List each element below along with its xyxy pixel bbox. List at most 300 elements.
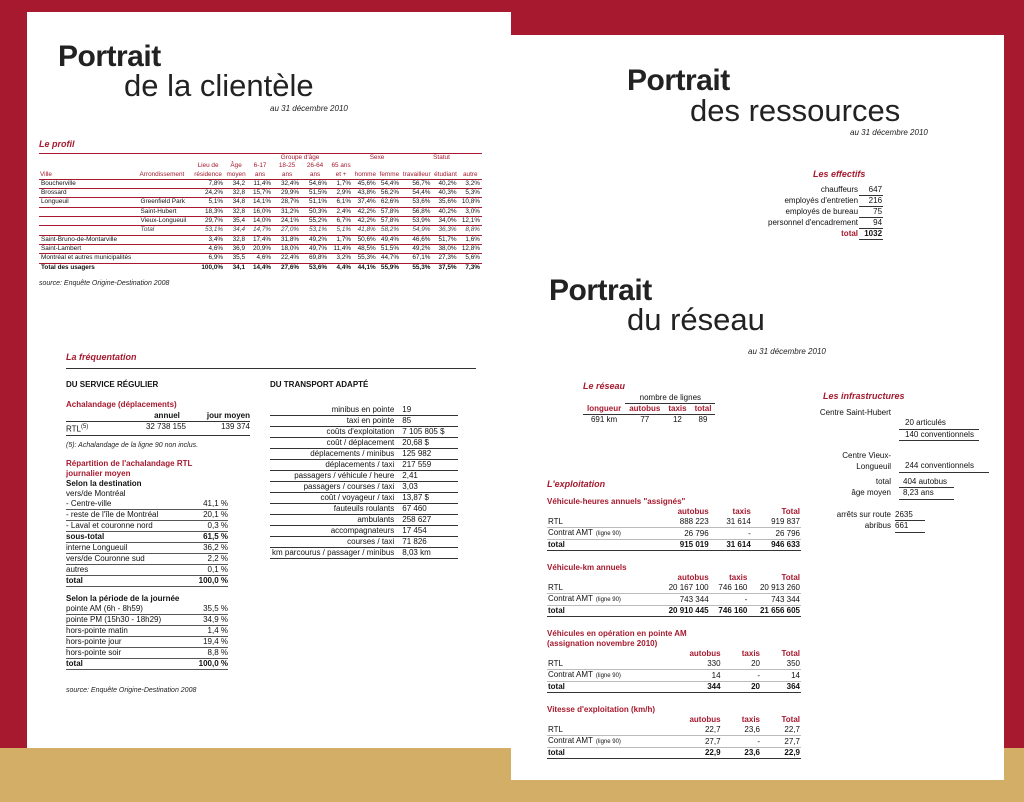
col-trav: travailleur bbox=[402, 170, 431, 178]
table-row bbox=[270, 537, 458, 548]
row-label bbox=[547, 670, 657, 682]
table-cell: 40,3% bbox=[432, 189, 458, 198]
list-label: - Centre-ville bbox=[66, 498, 112, 508]
table-row bbox=[270, 515, 458, 526]
table-cell: 3,2% bbox=[459, 179, 482, 188]
table-cell: 32,8 bbox=[225, 189, 247, 198]
table-cell: 4,6% bbox=[247, 254, 273, 263]
table-cell: 50,3% bbox=[301, 207, 329, 216]
col-statut: Statut bbox=[401, 154, 482, 163]
header-total: Total bbox=[781, 649, 800, 658]
table-row bbox=[547, 736, 801, 748]
table-cell bbox=[139, 235, 192, 244]
table-cell: 5,1% bbox=[191, 198, 225, 207]
row-label bbox=[547, 594, 657, 606]
dest-title: Selon la destination bbox=[66, 478, 142, 488]
table-cell: 54,4% bbox=[378, 179, 401, 188]
per-title: Selon la période de la journée bbox=[66, 593, 180, 603]
sh-v1: 20 articulés bbox=[899, 418, 979, 430]
header-autobus: autobus bbox=[677, 573, 709, 582]
ta-label: passagers / courses / taxi bbox=[270, 482, 396, 493]
table-cell: 1,7% bbox=[329, 235, 353, 244]
table-cell bbox=[139, 263, 192, 272]
list-item bbox=[66, 499, 228, 510]
ta-value: 7 105 805 $ bbox=[396, 427, 458, 438]
row-value: 946 633 bbox=[752, 540, 801, 551]
abr-label: abribus bbox=[864, 521, 891, 530]
row-label-text: Contrat AMT bbox=[548, 528, 593, 537]
section-profil: Le profil bbox=[39, 139, 75, 149]
row-value: 31 614 bbox=[710, 517, 752, 528]
list-item bbox=[66, 604, 228, 615]
table-row bbox=[547, 682, 801, 693]
table-cell: 69,8% bbox=[301, 254, 329, 263]
table-cell: 27,3% bbox=[432, 254, 458, 263]
row-value: 26 796 bbox=[657, 528, 710, 540]
row-value: 22,7 bbox=[657, 725, 722, 736]
table-cell: 14,1% bbox=[247, 198, 273, 207]
ta-label: coûts d'exploitation bbox=[270, 427, 396, 438]
table-row bbox=[270, 449, 458, 460]
source-freq: source: Enquête Origine-Destination 2008 bbox=[66, 686, 197, 694]
row-value: 330 bbox=[657, 659, 722, 670]
table-row bbox=[270, 405, 458, 416]
table-row bbox=[270, 482, 458, 493]
table-row bbox=[270, 504, 458, 515]
infrastructures bbox=[816, 407, 1006, 533]
row-value: 27,7 bbox=[761, 736, 801, 748]
table-cell: 48,5% bbox=[353, 244, 378, 253]
table-cell: 14,7% bbox=[247, 226, 273, 235]
page-clientele bbox=[27, 12, 511, 748]
ressources-subtitle: des ressources bbox=[690, 93, 901, 128]
list-item bbox=[66, 554, 228, 565]
table-cell bbox=[139, 179, 192, 188]
table-cell: Saint-Bruno-de-Montarville bbox=[39, 235, 139, 244]
arr-v: 2635 bbox=[895, 510, 925, 522]
table-cell: 5,6% bbox=[459, 254, 482, 263]
list-value: 100,0 % bbox=[198, 658, 228, 668]
row-note: (ligne 90) bbox=[595, 597, 621, 603]
exploitation-table bbox=[547, 507, 801, 551]
v-taxis: 12 bbox=[672, 415, 682, 424]
table-cell: 49,2% bbox=[401, 244, 432, 253]
effectifs-table bbox=[767, 185, 883, 240]
row-label bbox=[547, 682, 657, 693]
table-cell: 5,3% bbox=[459, 189, 482, 198]
table-cell: 36,3% bbox=[432, 226, 458, 235]
table-cell: 29,7% bbox=[191, 217, 225, 226]
exploitation-title: Vitesse d'exploitation (km/h) bbox=[547, 705, 655, 714]
table-row bbox=[767, 207, 883, 218]
table-cell: Longueuil bbox=[39, 198, 139, 207]
table-cell: 53,9% bbox=[401, 217, 432, 226]
table-cell: 5,1% bbox=[329, 226, 353, 235]
exploitation-title: Véhicule-heures annuels "assignés" bbox=[547, 497, 686, 506]
row-value: - bbox=[710, 594, 749, 606]
col-sexe: Sexe bbox=[353, 154, 401, 163]
table-cell: 2,4% bbox=[329, 207, 353, 216]
list-label: hors-pointe soir bbox=[66, 647, 122, 657]
ta-label: accompagnateurs bbox=[270, 526, 396, 537]
ta-label: fauteuils roulants bbox=[270, 504, 396, 515]
list-item bbox=[66, 626, 228, 637]
col-g3: 26-64 ans bbox=[306, 162, 324, 178]
table-cell: 34,4 bbox=[225, 226, 247, 235]
row-label-text: total bbox=[548, 540, 565, 549]
table-row bbox=[270, 526, 458, 537]
ta-value: 2,41 bbox=[396, 471, 458, 482]
list-item bbox=[66, 521, 228, 532]
ta-value: 13,87 $ bbox=[396, 493, 458, 504]
table-cell: Greenfield Park bbox=[139, 198, 192, 207]
list-label: total bbox=[66, 658, 83, 668]
table-cell: 29,9% bbox=[273, 189, 301, 198]
exploitation-table bbox=[547, 715, 801, 759]
row-value: 915 019 bbox=[657, 540, 710, 551]
table-row bbox=[270, 438, 458, 449]
row-value: 23,6 bbox=[722, 725, 761, 736]
table-cell: 12,1% bbox=[459, 217, 482, 226]
ta-value: 217 559 bbox=[396, 460, 458, 471]
row-label-text: total bbox=[548, 682, 565, 691]
table-cell bbox=[139, 244, 192, 253]
header-taxis: taxis bbox=[741, 715, 760, 724]
table-header bbox=[547, 573, 801, 583]
list-value: 2,2 % bbox=[207, 553, 228, 563]
row-value: 31 614 bbox=[710, 540, 752, 551]
effectif-label: employés de bureau bbox=[785, 207, 859, 216]
table-cell: 37,5% bbox=[432, 263, 458, 272]
table-cell: 24,2% bbox=[191, 189, 225, 198]
ta-value: 85 bbox=[396, 416, 458, 427]
table-row bbox=[270, 548, 458, 559]
table-row bbox=[39, 189, 482, 198]
list-item bbox=[66, 543, 228, 554]
blank bbox=[547, 507, 657, 517]
list-value: 100,0 % bbox=[198, 575, 228, 585]
row-value: 743 344 bbox=[657, 594, 710, 606]
table-cell: Total bbox=[139, 226, 192, 235]
row-note: (ligne 90) bbox=[595, 739, 621, 745]
col-g4: 65 ans et + bbox=[331, 162, 351, 178]
row-label-text: total bbox=[548, 606, 565, 615]
ta-table bbox=[270, 405, 458, 559]
table-cell: 100,0% bbox=[191, 263, 225, 272]
vl-v1: 244 conventionnels bbox=[899, 461, 989, 473]
table-row bbox=[547, 583, 801, 594]
list-label: hors-pointe matin bbox=[66, 625, 128, 635]
row-value: 21 656 605 bbox=[748, 606, 801, 617]
col-groupe: Groupe d'âge bbox=[247, 154, 353, 163]
table-cell: 43,8% bbox=[353, 189, 378, 198]
table-row bbox=[39, 179, 482, 188]
list-label: sous-total bbox=[66, 531, 105, 541]
table-cell: 55,9% bbox=[378, 263, 401, 272]
table-cell: 11,4% bbox=[247, 179, 273, 188]
ta-label: coût / voyageur / taxi bbox=[270, 493, 396, 504]
ta-label: passagers / véhicule / heure bbox=[270, 471, 396, 482]
row-value: - bbox=[722, 670, 761, 682]
table-cell: 37,4% bbox=[353, 198, 378, 207]
header-total: Total bbox=[781, 573, 800, 582]
arr-label: arrêts sur route bbox=[836, 509, 891, 519]
row-label-text: Contrat AMT bbox=[548, 594, 593, 603]
header-autobus: autobus bbox=[689, 715, 721, 724]
ach-label: RTL bbox=[66, 424, 81, 434]
reseau-date: au 31 décembre 2010 bbox=[748, 347, 826, 356]
list-label: autres bbox=[66, 564, 89, 574]
table-cell: 24,1% bbox=[273, 217, 301, 226]
table-cell: 11,4% bbox=[329, 244, 353, 253]
row-label-text: RTL bbox=[548, 725, 563, 734]
table-cell: Montréal et autres municipalités bbox=[39, 254, 139, 263]
table-cell: 57,8% bbox=[378, 217, 401, 226]
section-effectifs: Les effectifs bbox=[813, 169, 866, 179]
title-portrait: Portrait bbox=[58, 40, 161, 73]
table-cell: Boucherville bbox=[39, 179, 139, 188]
ressources-date: au 31 décembre 2010 bbox=[850, 128, 928, 137]
table-cell: 28,7% bbox=[273, 198, 301, 207]
ach-note: (5): Achalandage de la ligne 90 non inclus. bbox=[66, 441, 199, 449]
table-cell: 34,2 bbox=[225, 179, 247, 188]
list-value: 1,4 % bbox=[207, 625, 228, 635]
table-cell: 8,8% bbox=[459, 226, 482, 235]
table-cell: 67,1% bbox=[401, 254, 432, 263]
table-cell: 50,6% bbox=[353, 235, 378, 244]
table-row bbox=[39, 226, 482, 235]
list-item bbox=[66, 615, 228, 626]
list-label: vers/de Couronne sud bbox=[66, 553, 145, 563]
table-row bbox=[39, 217, 482, 226]
list-label: total bbox=[66, 575, 83, 585]
list-value: 0,1 % bbox=[207, 564, 228, 574]
list-item bbox=[66, 565, 228, 576]
list-value: 20,1 % bbox=[203, 509, 228, 519]
list-label: hors-pointe jour bbox=[66, 636, 122, 646]
row-value: 20 910 445 bbox=[657, 606, 710, 617]
table-row bbox=[547, 725, 801, 736]
source-profil: source: Enquête Origine-Destination 2008 bbox=[39, 280, 170, 287]
row-value: 22,7 bbox=[761, 725, 801, 736]
table-row bbox=[39, 235, 482, 244]
table-cell: 40,2% bbox=[432, 179, 458, 188]
table-cell: 16,0% bbox=[247, 207, 273, 216]
table-cell: Total des usagers bbox=[39, 263, 139, 272]
ta-label: déplacements / minibus bbox=[270, 449, 396, 460]
list-value: 19,4 % bbox=[203, 636, 228, 646]
reseau-subtitle: du réseau bbox=[627, 302, 765, 337]
table-cell: 18,3% bbox=[191, 207, 225, 216]
section-exploitation: L'exploitation bbox=[547, 479, 606, 489]
table-cell: Brossard bbox=[39, 189, 139, 198]
h-autobus: autobus bbox=[629, 404, 661, 413]
table-cell: 27,0% bbox=[273, 226, 301, 235]
row-label-text: RTL bbox=[548, 517, 563, 526]
row-label bbox=[547, 528, 657, 540]
table-cell: 49,2% bbox=[301, 235, 329, 244]
table-cell: 41,8% bbox=[353, 226, 378, 235]
table-row bbox=[547, 606, 801, 617]
table-cell: 54,4% bbox=[401, 189, 432, 198]
regulier-title: DU SERVICE RÉGULIER bbox=[66, 380, 159, 389]
effectif-label: chauffeurs bbox=[820, 185, 859, 195]
table-cell: 35,6% bbox=[432, 198, 458, 207]
list-value: 0,3 % bbox=[207, 520, 228, 530]
row-label bbox=[547, 659, 657, 670]
header-taxis: taxis bbox=[741, 649, 760, 658]
ach-note-mark: (5) bbox=[80, 424, 89, 430]
table-row bbox=[270, 416, 458, 427]
tot-label: total bbox=[875, 476, 891, 486]
table-cell: 51,5% bbox=[378, 244, 401, 253]
row-value: - bbox=[710, 528, 752, 540]
ressources-title: Portrait bbox=[627, 64, 730, 97]
table-cell bbox=[139, 189, 192, 198]
table-cell: 32,8 bbox=[225, 207, 247, 216]
effectif-label: employés d'entretien bbox=[784, 196, 859, 205]
row-label bbox=[547, 606, 657, 617]
table-cell bbox=[39, 226, 139, 235]
ta-label: taxi en pointe bbox=[270, 416, 396, 427]
row-value: 350 bbox=[761, 659, 801, 670]
list-item bbox=[66, 637, 228, 648]
table-cell: 34,8 bbox=[225, 198, 247, 207]
table-cell: 22,4% bbox=[273, 254, 301, 263]
v-total: 89 bbox=[698, 415, 708, 424]
table-cell: 12,8% bbox=[459, 244, 482, 253]
table-cell: 17,4% bbox=[247, 235, 273, 244]
row-value: 20 bbox=[722, 682, 761, 693]
list-label: - Laval et couronne nord bbox=[66, 520, 153, 530]
row-note: (ligne 90) bbox=[595, 531, 621, 537]
v-autobus: 77 bbox=[640, 415, 650, 424]
table-cell: 34,0% bbox=[432, 217, 458, 226]
list-label: - reste de l'île de Montréal bbox=[66, 509, 159, 519]
table-cell: 4,6% bbox=[191, 244, 225, 253]
section-infrastructures: Les infrastructures bbox=[823, 391, 905, 401]
row-label-text: RTL bbox=[548, 583, 563, 592]
table-cell: 32,8 bbox=[225, 235, 247, 244]
abr-v: 661 bbox=[895, 521, 925, 533]
table-row bbox=[39, 207, 482, 216]
header-total: Total bbox=[781, 507, 800, 516]
row-value: 344 bbox=[657, 682, 722, 693]
row-value: 22,9 bbox=[657, 748, 722, 759]
exploitation-blocks bbox=[547, 497, 807, 759]
table-cell: 49,4% bbox=[378, 235, 401, 244]
table-cell: 54,9% bbox=[401, 226, 432, 235]
section-frequentation: La fréquentation bbox=[66, 352, 137, 362]
ach-jour: 139 374 bbox=[221, 422, 250, 431]
table-cell: 31,8% bbox=[273, 235, 301, 244]
vl-label: Centre Vieux-Longueuil bbox=[842, 451, 891, 471]
table-row bbox=[767, 185, 883, 196]
ta-label: coût / déplacement bbox=[270, 438, 396, 449]
list-value: 34,9 % bbox=[203, 614, 228, 624]
list-item bbox=[66, 510, 228, 521]
h-total: total bbox=[694, 404, 712, 413]
list-item bbox=[66, 659, 228, 670]
table-cell: 6,9% bbox=[191, 254, 225, 263]
col-ville: Ville bbox=[39, 154, 139, 180]
tot-v: 404 autobus bbox=[899, 477, 954, 489]
col-etu: étudiant bbox=[434, 170, 457, 178]
col-g2: 18-25 ans bbox=[278, 162, 296, 178]
table-cell: 15,7% bbox=[247, 189, 273, 198]
table-cell: 53,1% bbox=[191, 226, 225, 235]
list-label: pointe AM (6h - 8h59) bbox=[66, 603, 143, 613]
list-label: interne Longueuil bbox=[66, 542, 128, 552]
effectif-value: 75 bbox=[859, 207, 883, 218]
table-row bbox=[39, 254, 482, 263]
row-value: - bbox=[722, 736, 761, 748]
date: au 31 décembre 2010 bbox=[270, 104, 348, 113]
table-cell: 1,7% bbox=[329, 179, 353, 188]
row-label bbox=[547, 725, 657, 736]
ta-value: 71 826 bbox=[396, 537, 458, 548]
list-item bbox=[66, 532, 228, 543]
list-item bbox=[66, 576, 228, 587]
table-cell: 6,7% bbox=[329, 217, 353, 226]
effectif-value: 94 bbox=[859, 218, 883, 229]
table-cell: 27,6% bbox=[273, 263, 301, 272]
section-reseau: Le réseau bbox=[583, 381, 626, 391]
table-cell: 56,2% bbox=[378, 189, 401, 198]
table-row bbox=[767, 196, 883, 207]
table-cell: 14,4% bbox=[247, 263, 273, 272]
reseau-title: Portrait bbox=[549, 274, 652, 307]
exploitation-title: Véhicules en opération en pointe AM (assignation novembre 2010) bbox=[547, 629, 687, 648]
effectif-value: 216 bbox=[859, 196, 883, 207]
ta-value: 125 982 bbox=[396, 449, 458, 460]
effectif-value: 647 bbox=[859, 185, 883, 196]
sh-v2: 140 conventionnels bbox=[899, 430, 979, 442]
row-label-text: total bbox=[548, 748, 565, 757]
h-taxis: taxis bbox=[668, 404, 687, 413]
table-cell: 49,7% bbox=[301, 244, 329, 253]
ta-label: déplacements / taxi bbox=[270, 460, 396, 471]
ach-annuel: 32 738 155 bbox=[145, 422, 186, 431]
table-cell: 53,1% bbox=[301, 226, 329, 235]
list-value: 35,5 % bbox=[203, 603, 228, 613]
table-cell: 31,2% bbox=[273, 207, 301, 216]
nb-lignes: nombre de lignes bbox=[625, 393, 715, 404]
table-cell: 3,4% bbox=[191, 235, 225, 244]
table-cell: 51,1% bbox=[301, 198, 329, 207]
table-row bbox=[767, 218, 883, 229]
col-femme: femme bbox=[379, 170, 400, 178]
sh-label: Centre Saint-Hubert bbox=[819, 408, 891, 417]
row-value: 364 bbox=[761, 682, 801, 693]
title-subtitle: de la clientèle bbox=[124, 68, 314, 103]
table-row bbox=[547, 517, 801, 528]
table-cell: 14,0% bbox=[247, 217, 273, 226]
table-cell: Saint-Hubert bbox=[139, 207, 192, 216]
table-cell: 10,8% bbox=[459, 198, 482, 207]
table-cell: Vieux-Longueuil bbox=[139, 217, 192, 226]
h-longueur: longueur bbox=[587, 403, 622, 413]
exploitation-title: Véhicule-km annuels bbox=[547, 563, 627, 572]
table-cell: 3,2% bbox=[329, 254, 353, 263]
effectifs-total-value: 1032 bbox=[859, 229, 883, 240]
table-cell: 18,0% bbox=[273, 244, 301, 253]
table-cell: 57,8% bbox=[378, 207, 401, 216]
table-row bbox=[547, 540, 801, 551]
table-row bbox=[39, 198, 482, 207]
age-v: 8,23 ans bbox=[899, 488, 954, 500]
table-cell: 4,4% bbox=[329, 263, 353, 272]
